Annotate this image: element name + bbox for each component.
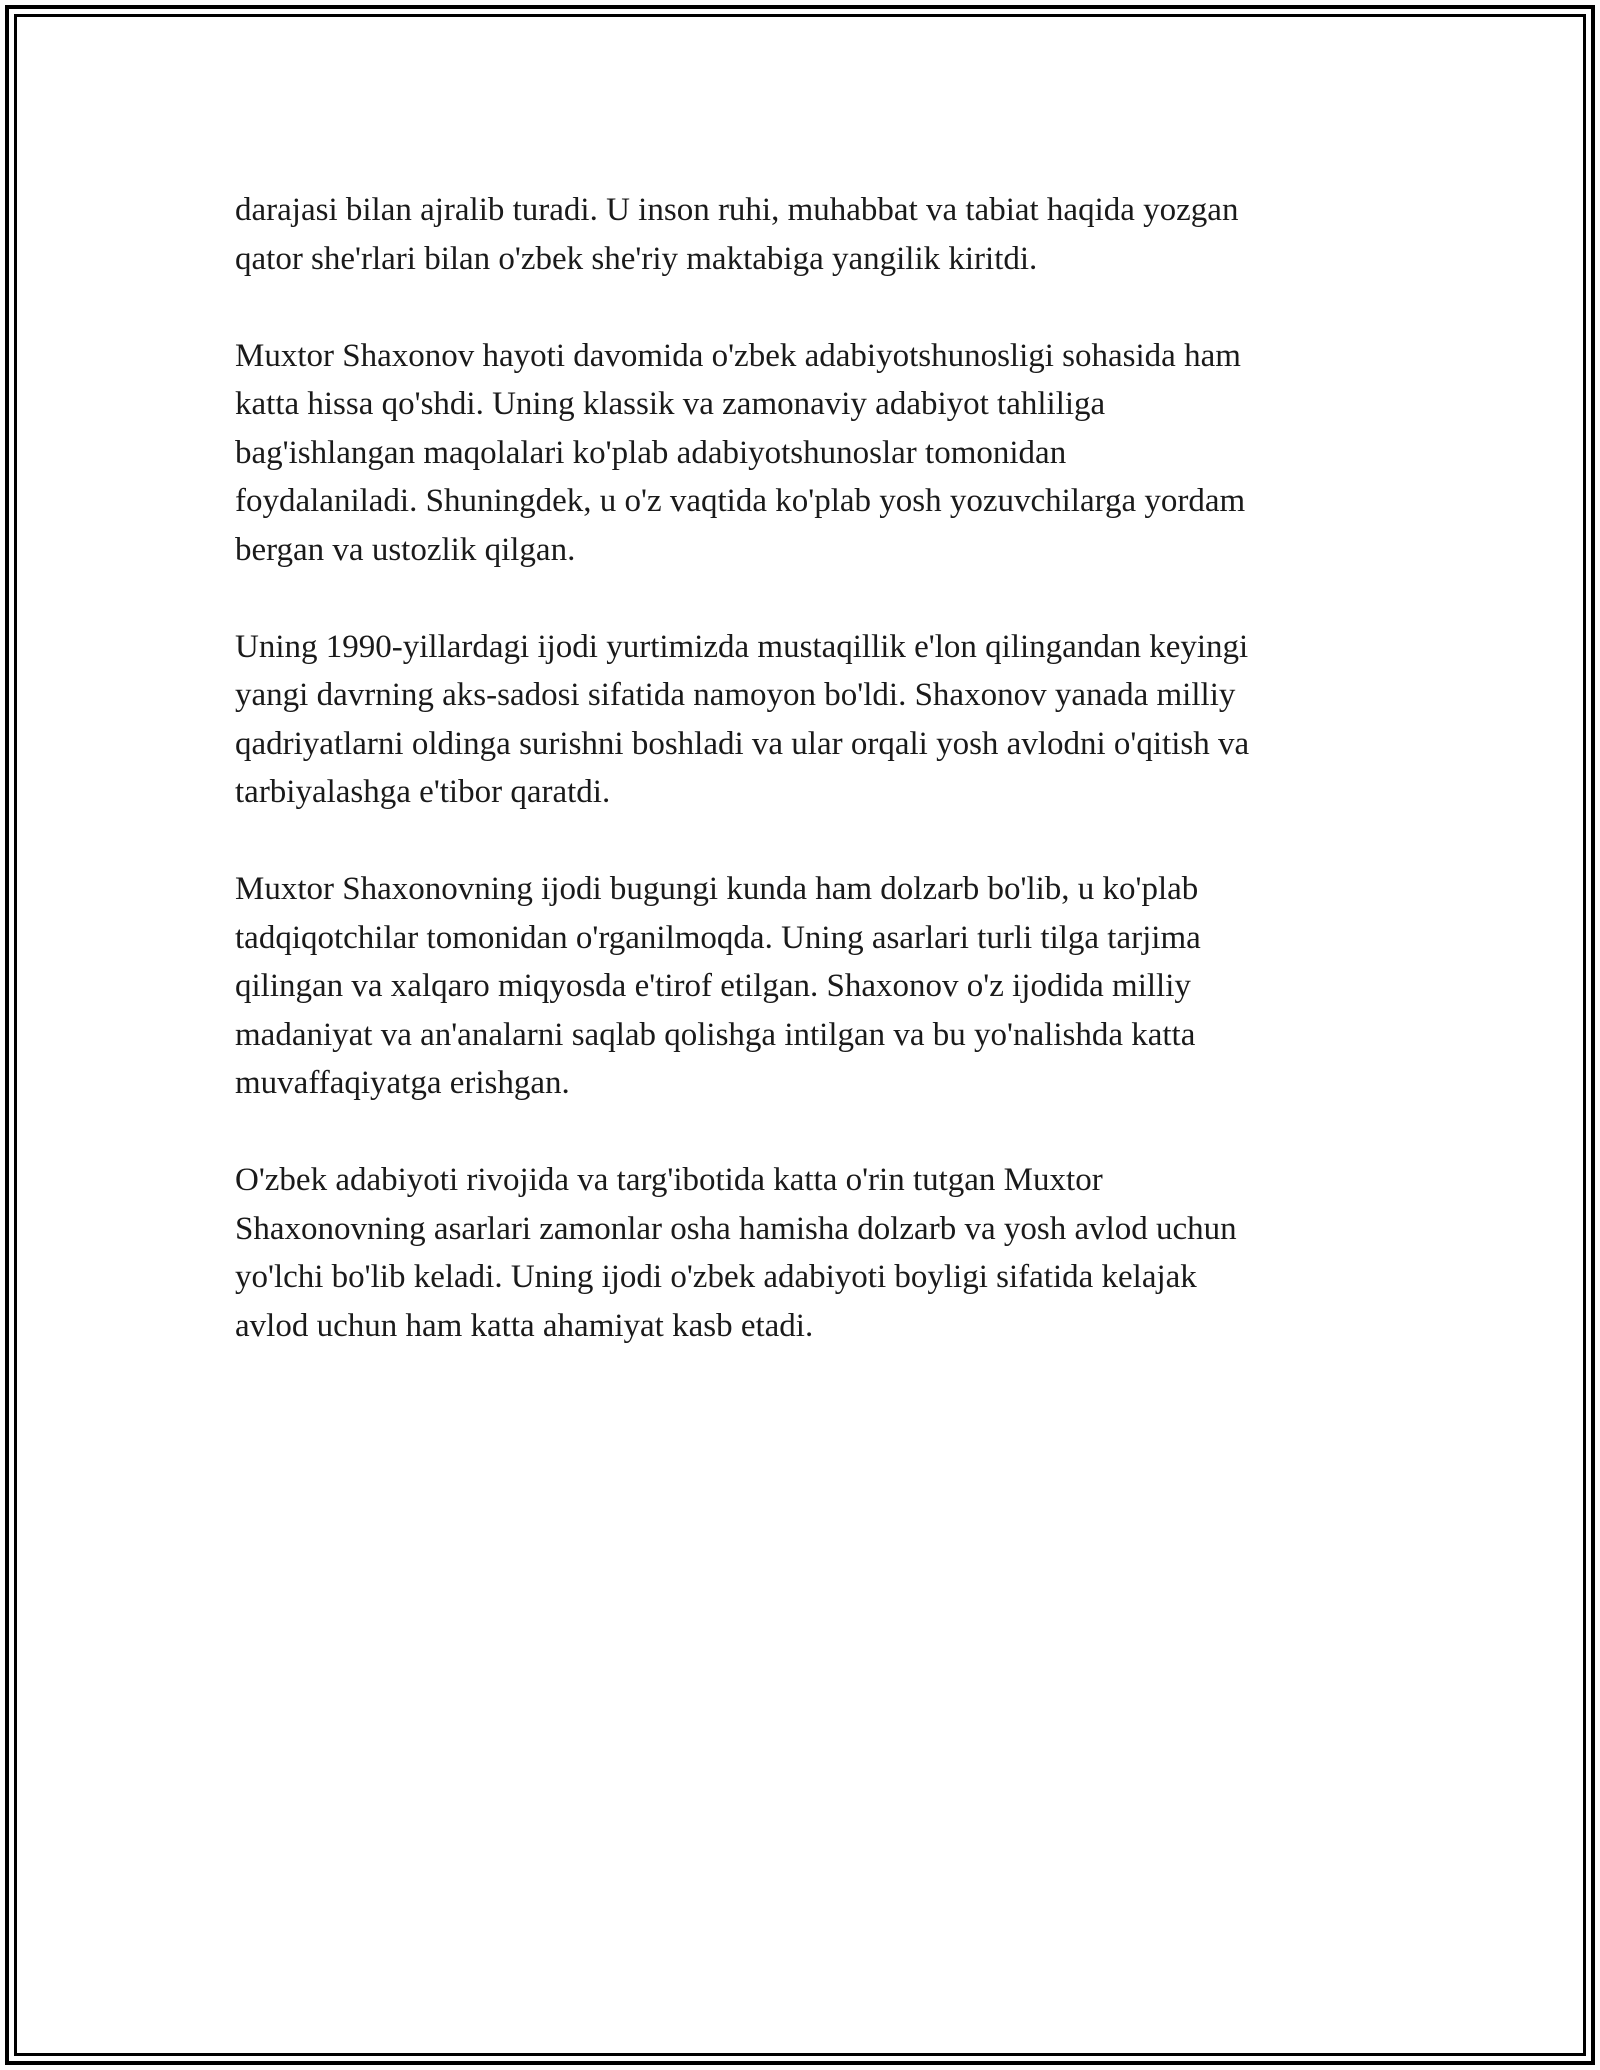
document-body	[235, 186, 1375, 1399]
text-line: bergan va ustozlik qilgan.	[235, 531, 576, 568]
text-line: katta hissa qo'shdi. Uning klassik va zamonaviy adabiyot tahliliga	[235, 386, 1106, 422]
text-line: Shaxonovning asarlari zamonlar osha hamisha dolzarb va yosh avlod uchun	[235, 1210, 1237, 1247]
text-line: muvaffaqiyatga erishgan.	[235, 1065, 570, 1101]
paragraph-1	[235, 186, 1375, 283]
text-line: O'zbek adabiyoti rivojida va targ'ibotida katta o'rin tutgan Muxtor	[235, 1162, 1103, 1198]
paragraph-2	[235, 332, 1375, 575]
text-line: yo'lchi bo'lib keladi. Uning ijodi o'zbek adabiyoti boyligi sifatida kelajak	[235, 1259, 1197, 1295]
text-line: tadqiqotchilar tomonidan o'rganilmoqda. Uning asarlari turli tilga tarjima	[235, 919, 1201, 956]
text-line: qator she'rlari bilan o'zbek she'riy maktabiga yangilik kiritdi.	[235, 240, 1038, 277]
text-line: foydalaniladi. Shuningdek, u o'z vaqtida ko'plab yosh yozuvchilarga yordam	[235, 483, 1246, 519]
text-line: Muxtor Shaxonov hayoti davomida o'zbek adabiyotshunosligi sohasida ham	[235, 337, 1241, 374]
text-line: qadriyatlarni oldinga surishni boshladi va ular orqali yosh avlodni o'qitish va	[235, 725, 1250, 762]
text-line: bag'ishlangan maqolalari ko'plab adabiyotshunoslar tomonidan	[235, 434, 1067, 471]
paragraph-3	[235, 623, 1375, 817]
text-line: avlod uchun ham katta ahamiyat kasb etadi.	[235, 1307, 814, 1344]
text-line: tarbiyalashga e'tibor qaratdi.	[235, 774, 611, 810]
text-line: darajasi bilan ajralib turadi. U inson ruhi, muhabbat va tabiat haqida yozgan	[235, 192, 1239, 228]
text-line: Muxtor Shaxonovning ijodi bugungi kunda ham dolzarb bo'lib, u ko'plab	[235, 871, 1199, 907]
text-line: qilingan va xalqaro miqyosda e'tirof etilgan. Shaxonov o'z ijodida milliy	[235, 968, 1191, 1004]
text-line: yangi davrning aks-sadosi sifatida namoyon bo'ldi. Shaxonov yanada milliy	[235, 677, 1236, 713]
paragraph-5	[235, 1156, 1375, 1350]
text-line: madaniyat va an'analarni saqlab qolishga intilgan va bu yo'nalishda katta	[235, 1016, 1196, 1053]
paragraph-4	[235, 865, 1375, 1108]
text-line: Uning 1990-yillardagi ijodi yurtimizda mustaqillik e'lon qilingandan keyingi	[235, 628, 1249, 665]
